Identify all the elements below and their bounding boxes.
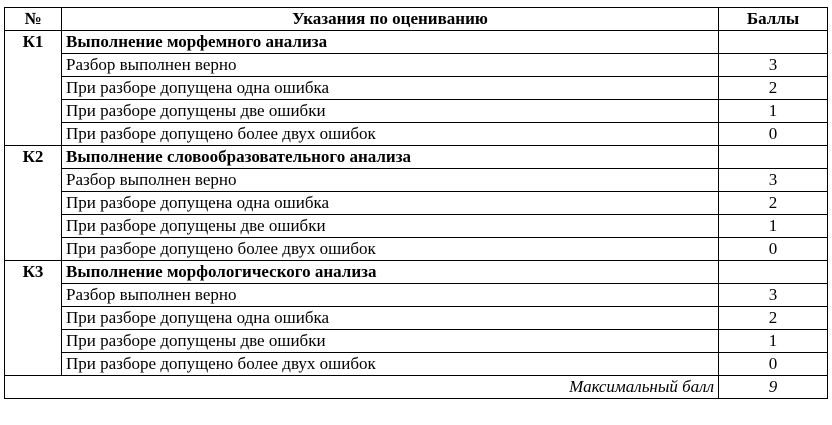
criterion-points: 1 <box>719 215 828 238</box>
criterion-text: При разборе допущено более двух ошибок <box>62 238 719 261</box>
criterion-row <box>5 77 828 100</box>
section-row-k2 <box>5 146 828 169</box>
criterion-row <box>5 215 828 238</box>
criterion-text: Разбор выполнен верно <box>62 54 719 77</box>
criterion-points: 3 <box>719 54 828 77</box>
criterion-row <box>5 330 828 353</box>
criterion-text: При разборе допущена одна ошибка <box>62 77 719 100</box>
criterion-points: 1 <box>719 100 828 123</box>
criterion-points: 3 <box>719 284 828 307</box>
section-number: К2 <box>5 146 62 261</box>
criterion-row <box>5 100 828 123</box>
grading-table <box>4 7 828 399</box>
max-score-row <box>5 376 828 399</box>
criterion-row <box>5 353 828 376</box>
criterion-row <box>5 307 828 330</box>
section-row-k1 <box>5 31 828 54</box>
criterion-points: 2 <box>719 77 828 100</box>
criterion-points: 2 <box>719 307 828 330</box>
criterion-points: 1 <box>719 330 828 353</box>
section-title: Выполнение морфемного анализа <box>62 31 719 54</box>
criterion-row <box>5 284 828 307</box>
section-points-empty <box>719 146 828 169</box>
criterion-row <box>5 192 828 215</box>
section-row-k3 <box>5 261 828 284</box>
section-number: К1 <box>5 31 62 146</box>
header-num: № <box>5 8 62 31</box>
criterion-text: При разборе допущено более двух ошибок <box>62 123 719 146</box>
criterion-text: Разбор выполнен верно <box>62 284 719 307</box>
criterion-row <box>5 169 828 192</box>
criterion-row <box>5 54 828 77</box>
criterion-points: 2 <box>719 192 828 215</box>
criterion-points: 0 <box>719 353 828 376</box>
section-points-empty <box>719 261 828 284</box>
section-title: Выполнение словообразовательного анализа <box>62 146 719 169</box>
section-points-empty <box>719 31 828 54</box>
criterion-points: 3 <box>719 169 828 192</box>
section-title: Выполнение морфологического анализа <box>62 261 719 284</box>
criterion-row <box>5 238 828 261</box>
header-instructions: Указания по оцениванию <box>62 8 719 31</box>
header-row <box>5 8 828 31</box>
criterion-text: При разборе допущена одна ошибка <box>62 192 719 215</box>
criterion-text: При разборе допущено более двух ошибок <box>62 353 719 376</box>
max-score-label: Максимальный балл <box>5 376 719 399</box>
section-number: К3 <box>5 261 62 376</box>
criterion-text: При разборе допущены две ошибки <box>62 100 719 123</box>
criterion-text: При разборе допущены две ошибки <box>62 330 719 353</box>
criterion-text: Разбор выполнен верно <box>62 169 719 192</box>
criterion-text: При разборе допущена одна ошибка <box>62 307 719 330</box>
criterion-points: 0 <box>719 238 828 261</box>
criterion-row <box>5 123 828 146</box>
header-points: Баллы <box>719 8 828 31</box>
criterion-points: 0 <box>719 123 828 146</box>
criterion-text: При разборе допущены две ошибки <box>62 215 719 238</box>
max-score-value: 9 <box>719 376 828 399</box>
